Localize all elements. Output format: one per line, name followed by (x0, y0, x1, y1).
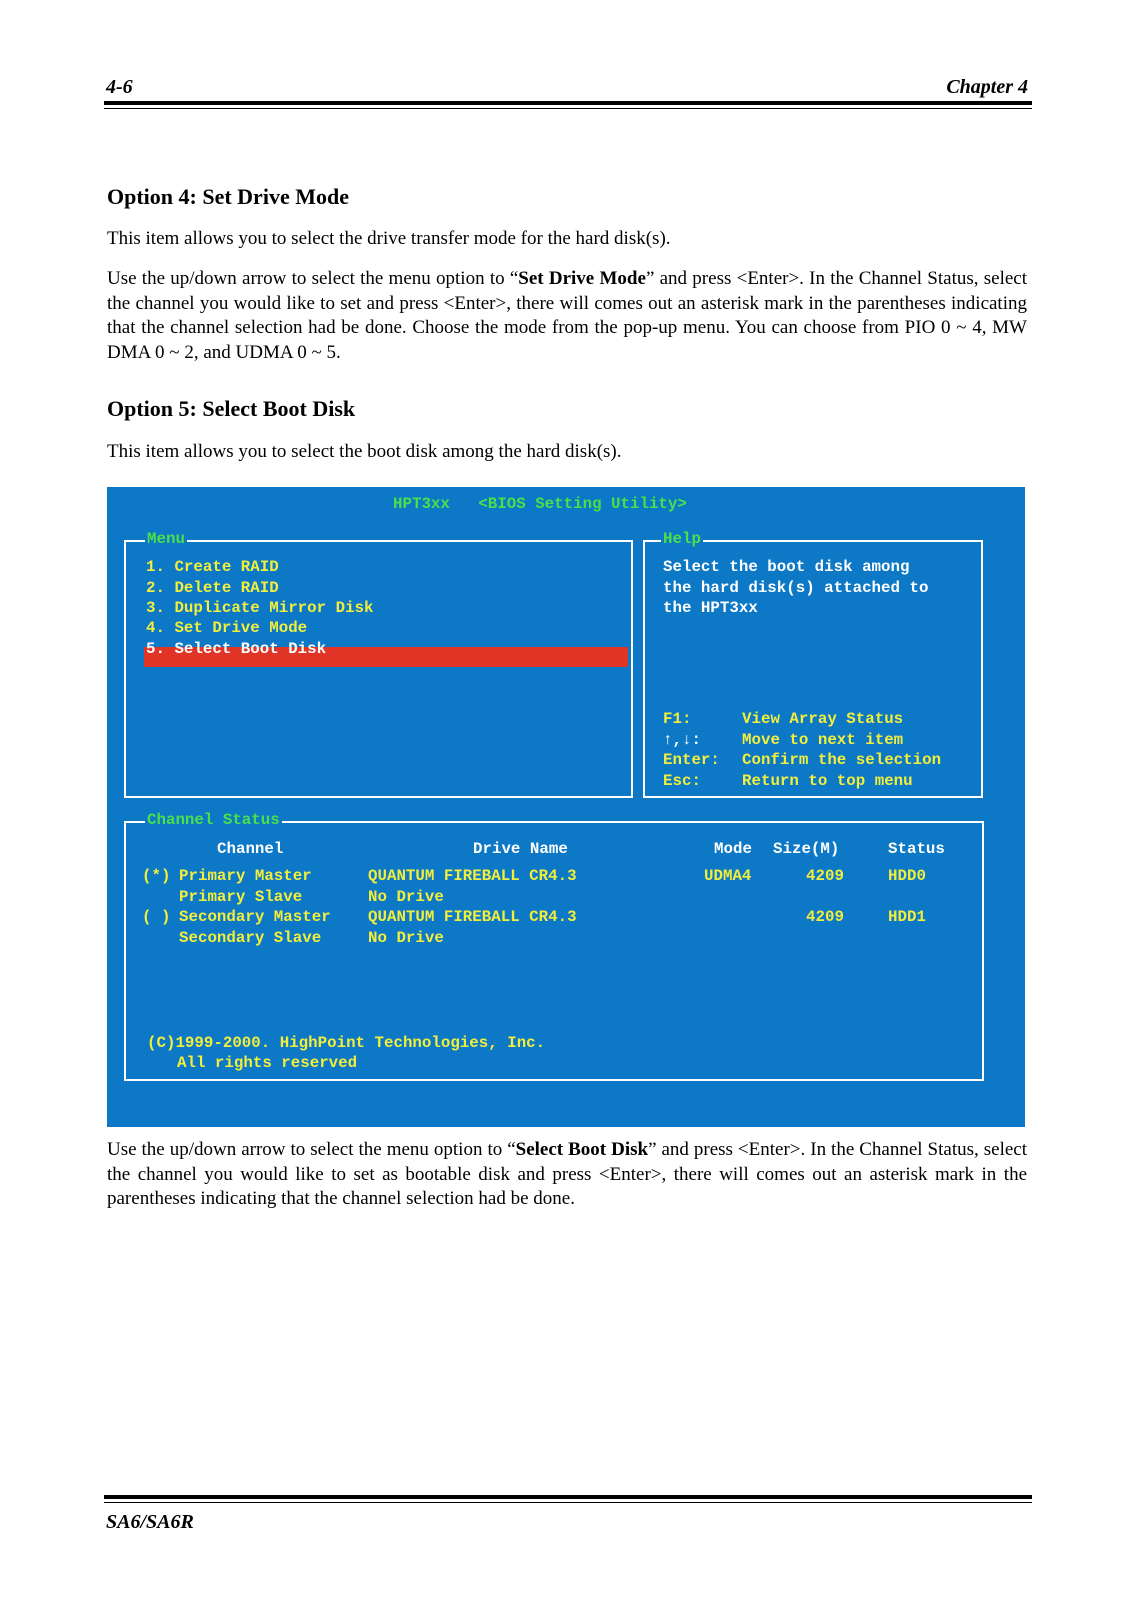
header-rule-thick (104, 101, 1032, 105)
help-line-3: the HPT3xx (663, 599, 758, 617)
footer-model: SA6/SA6R (106, 1511, 194, 1533)
col-drive-name: Drive Name (473, 840, 568, 858)
section4-para-pre: Use the up/down arrow to select the menu option to “ (107, 268, 519, 289)
row1-status: HDD0 (888, 867, 926, 885)
col-size: Size(M) (773, 840, 840, 858)
row3-drive: QUANTUM FIREBALL CR4.3 (368, 908, 577, 926)
section5-intro: This item allows you to select the boot disk among the hard disk(s). (107, 441, 622, 462)
section4-para-post: ” and press <Enter>. In the Channel Status, select the channel you would like to set and press <Enter>, there will comes out an asterisk mark in the parentheses indicating that the channel selection had be done. Choose the mode from the pop-up menu. You can choose from PIO 0 ~ 4, MW DMA 0 ~ 2, and UDMA 0 ~ 5. (107, 268, 1027, 363)
key-f1: F1: (663, 710, 692, 728)
section4-intro: This item allows you to select the drive transfer mode for the hard disk(s). (107, 228, 671, 249)
section5-para-bold: Select Boot Disk (515, 1139, 649, 1160)
help-line-1: Select the boot disk among (663, 558, 910, 576)
menu-item-duplicate-mirror-disk[interactable]: 3. Duplicate Mirror Disk (146, 599, 374, 617)
row1-mark: (*) (142, 867, 171, 885)
key-f1-desc: View Array Status (742, 710, 904, 728)
col-status: Status (888, 840, 945, 858)
menu-item-create-raid[interactable]: 1. Create RAID (146, 558, 279, 576)
header-rule-thin (104, 108, 1032, 109)
col-channel: Channel (217, 840, 284, 858)
help-label: Help (663, 530, 701, 548)
col-mode: Mode (714, 840, 752, 858)
footer-rule-thick (104, 1495, 1032, 1499)
row4-channel[interactable]: Secondary Slave (179, 929, 322, 947)
key-enter: Enter: (663, 751, 720, 769)
section5-paragraph (107, 1138, 1027, 1212)
channel-status-label: Channel Status (147, 811, 280, 829)
row2-channel[interactable]: Primary Slave (179, 888, 303, 906)
row3-channel[interactable]: Secondary Master (179, 908, 331, 926)
row1-drive: QUANTUM FIREBALL CR4.3 (368, 867, 577, 885)
row3-mark: ( ) (142, 908, 171, 926)
page-number: 4-6 (106, 76, 133, 98)
row1-mode: UDMA4 (704, 867, 752, 885)
section5-para-post: ” and press <Enter>. In the Channel Status, select the channel you would like to set as bootable disk and press <Enter>, there will comes out an asterisk mark in the parentheses indicating that the channel selection had be done. (107, 1139, 1027, 1209)
row1-size: 4209 (806, 867, 844, 885)
key-esc-desc: Return to top menu (742, 772, 913, 790)
row4-drive: No Drive (368, 929, 444, 947)
bios-title: HPT3xx <BIOS Setting Utility> (393, 495, 687, 513)
row3-size: 4209 (806, 908, 844, 926)
section4-paragraph (107, 267, 1027, 365)
footer-rule-thin (104, 1502, 1032, 1503)
key-arrows-desc: Move to next item (742, 731, 904, 749)
menu-item-delete-raid[interactable]: 2. Delete RAID (146, 579, 279, 597)
section5-para-pre: Use the up/down arrow to select the menu option to “ (107, 1139, 516, 1160)
row1-channel[interactable]: Primary Master (179, 867, 312, 885)
bios-screenshot (107, 487, 1025, 1127)
copyright-line-1: (C)1999-2000. HighPoint Technologies, Inc. (147, 1034, 546, 1052)
chapter-title: Chapter 4 (946, 76, 1028, 98)
section5-heading: Option 5: Select Boot Disk (107, 396, 356, 421)
menu-item-select-boot-disk[interactable]: 5. Select Boot Disk (146, 640, 327, 658)
section4-para-bold: Set Drive Mode (518, 268, 646, 289)
row2-drive: No Drive (368, 888, 444, 906)
menu-label: Menu (147, 530, 185, 548)
row3-status: HDD1 (888, 908, 926, 926)
menu-item-set-drive-mode[interactable]: 4. Set Drive Mode (146, 619, 308, 637)
key-esc: Esc: (663, 772, 701, 790)
key-enter-desc: Confirm the selection (742, 751, 942, 769)
key-arrows: ↑,↓: (663, 731, 701, 749)
help-line-2: the hard disk(s) attached to (663, 579, 929, 597)
section4-heading: Option 4: Set Drive Mode (107, 184, 349, 209)
copyright-line-2: All rights reserved (177, 1054, 358, 1072)
